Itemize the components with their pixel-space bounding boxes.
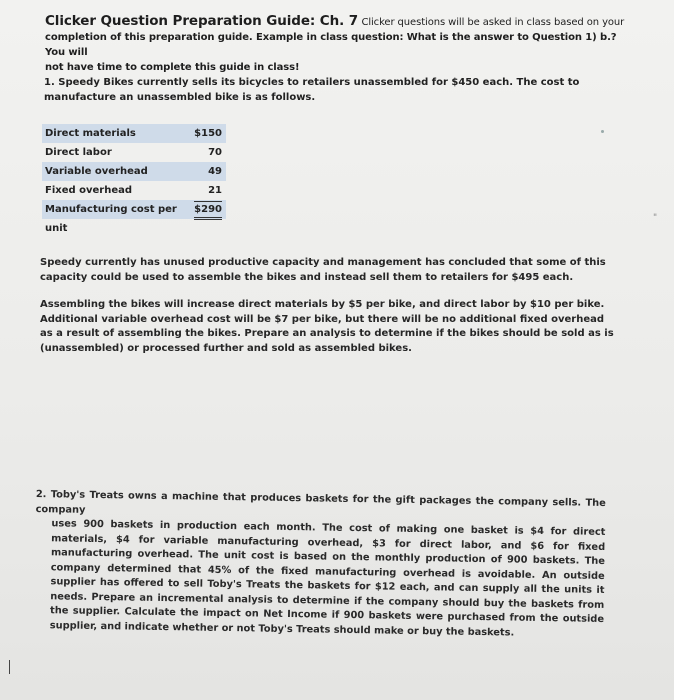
stray-mark: " <box>653 213 658 223</box>
table-row-total <box>42 200 226 234</box>
para-emphasis: assemble <box>187 271 241 283</box>
row-label: Fixed overhead <box>45 185 133 196</box>
question-2 <box>34 488 606 642</box>
table-row <box>42 143 226 162</box>
para-instruction: Prepare an analysis to determine if the bikes should be sold as is (unassembled) or processed further and sold as assembled bikes. <box>40 328 614 354</box>
table-row <box>42 162 226 181</box>
header-subtitle: Clicker questions will be asked in class based on your <box>361 17 625 28</box>
header-line-3: not have time to complete this guide in class! <box>45 62 300 73</box>
guide-header <box>45 14 635 75</box>
row-amount: 49 <box>208 166 222 177</box>
question-1-paragraph-2 <box>40 298 620 356</box>
table-row <box>42 181 226 200</box>
para-text: uses 900 baskets in production each month. The cost of making one basket is $4 for direct materials, $4 for variable manufacturing overhead, $3 for direct labor, and $6 for fixed manufacturing overhead. The unit cost is based on the monthly production of 900 baskets. <box>50 518 606 567</box>
header-line-2: completion of this preparation guide. Example in class question: What is the answer to Question 1) b.? <box>45 32 617 43</box>
para-instruction: Calculate the impact on Net Income if 900 baskets were purchased from the outside supplier, and indicate whether or not Toby's Treats should make or buy the baskets. <box>49 606 605 639</box>
question-2-body <box>34 517 606 642</box>
para-text: Assembling the bikes will increase direct materials by $5 per bike, and direct labor by $10 per bike. Additional variable overhead cost will be $7 per bike, but there will be no additional fixed overhead as a result of assembling the bikes. <box>40 299 605 339</box>
text-cursor <box>9 660 10 674</box>
row-label: Variable overhead <box>45 166 148 177</box>
header-line-2-tail: You will <box>45 47 88 58</box>
row-label: Direct labor <box>45 147 112 158</box>
page-title: Clicker Question Preparation Guide: Ch. 7 <box>45 13 359 29</box>
table-row <box>42 124 226 143</box>
row-amount: 21 <box>208 185 222 196</box>
para-text: the bikes and instead sell them to retailers for $495 each. <box>244 271 574 283</box>
manufacturing-cost-table <box>42 124 226 234</box>
question-1-paragraph-1 <box>40 256 620 285</box>
row-amount: 70 <box>208 147 222 158</box>
para-text: Speedy currently has unused productive capacity and management has concluded that some of this capacity could be used to <box>40 257 606 283</box>
paper-speck <box>601 130 604 133</box>
row-label: Direct materials <box>45 128 136 139</box>
row-amount: $290 <box>194 201 222 220</box>
question-2-first-line: 2. Toby's Treats owns a machine that produces baskets for the gift packages the company sells. The company <box>35 488 606 516</box>
question-1-intro: 1. Speedy Bikes currently sells its bicycles to retailers unassembled for $450 each. The cost to manufacture an unassembled bike is as follows. <box>44 77 580 103</box>
row-amount: $150 <box>194 128 222 139</box>
para-emphasis: The company determined that 45% of the fixed manufacturing overhead is avoidable. <box>50 555 606 581</box>
para-text: An outside supplier has offered to sell Toby's Treats the baskets for $12 each, and can supply all the units it needs. Prepare an incremental analysis to determine if the company should buy the baskets from the supplier. <box>49 569 605 618</box>
row-label: Manufacturing cost per unit <box>45 204 177 234</box>
